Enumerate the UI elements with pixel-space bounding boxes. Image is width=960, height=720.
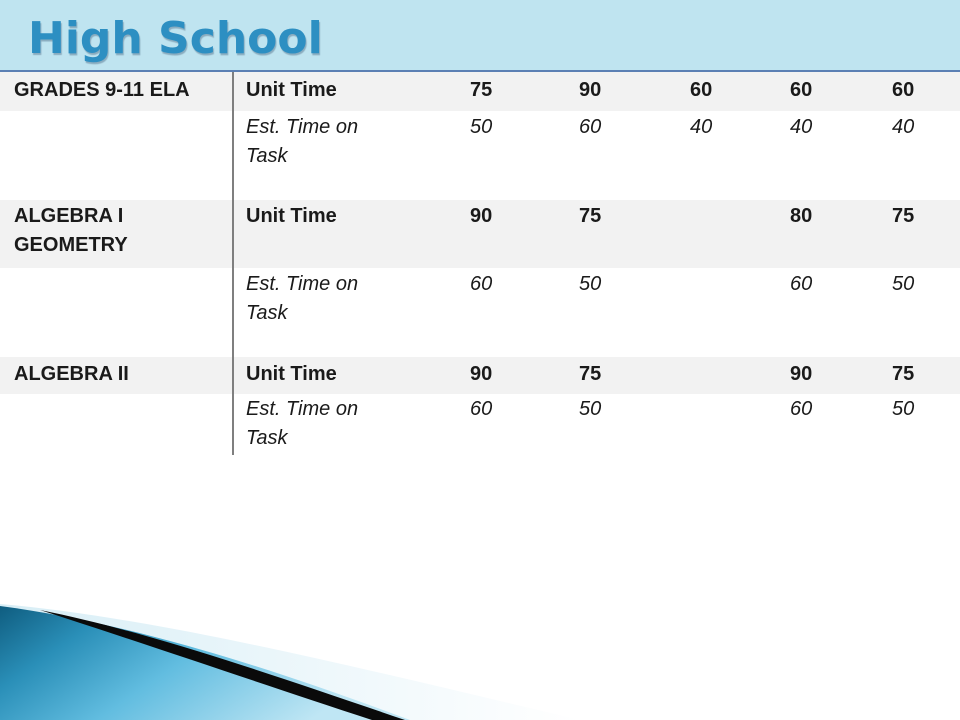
value-cell: 60	[470, 273, 493, 295]
value-cell: 40	[790, 116, 813, 138]
value-cell: 50	[470, 116, 493, 138]
value-cell: 75	[470, 79, 493, 101]
value-cell: 40	[892, 116, 915, 138]
value-cell: 50	[892, 398, 915, 420]
metric-label: Est. Time on Task	[246, 273, 359, 324]
subject-label: ALGEBRA II	[14, 363, 129, 385]
value-cell: 50	[579, 398, 602, 420]
value-cell: 75	[892, 205, 915, 227]
value-cell: 50	[892, 273, 915, 295]
metric-label: Unit Time	[246, 363, 337, 385]
value-cell: 40	[690, 116, 713, 138]
value-cell: 50	[579, 273, 602, 295]
value-cell: 90	[470, 205, 493, 227]
metric-label: Unit Time	[246, 205, 337, 227]
subject-label: ALGEBRA I GEOMETRY	[14, 205, 128, 256]
metric-label: Est. Time on Task	[246, 398, 359, 449]
value-cell: 60	[790, 398, 813, 420]
value-cell: 60	[470, 398, 493, 420]
value-cell: 90	[470, 363, 493, 385]
value-cell: 80	[790, 205, 813, 227]
slide-title: High School	[28, 13, 323, 64]
value-cell: 90	[790, 363, 813, 385]
value-cell: 75	[579, 205, 602, 227]
value-cell: 60	[892, 79, 915, 101]
value-cell: 60	[790, 79, 813, 101]
subject-label: GRADES 9-11 ELA	[14, 79, 190, 101]
value-cell: 60	[690, 79, 713, 101]
value-cell: 75	[579, 363, 602, 385]
value-cell: 75	[892, 363, 915, 385]
metric-label: Unit Time	[246, 79, 337, 101]
value-cell: 60	[790, 273, 813, 295]
value-cell: 90	[579, 79, 602, 101]
value-cell: 60	[579, 116, 602, 138]
metric-label: Est. Time on Task	[246, 116, 359, 167]
